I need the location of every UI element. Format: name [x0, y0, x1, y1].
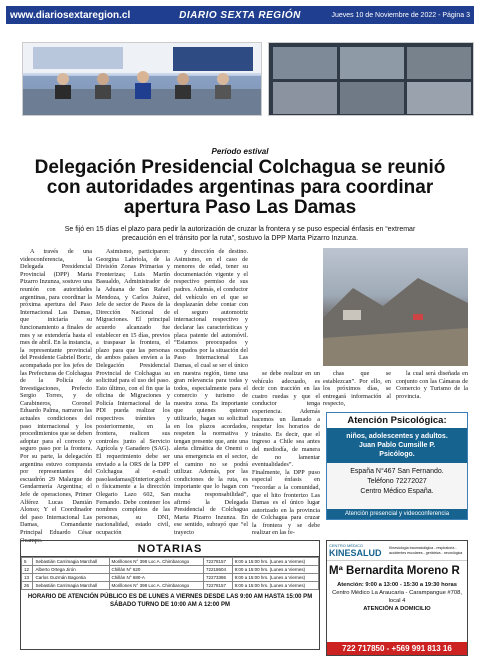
ad-info — [327, 463, 467, 497]
notarias-box — [20, 540, 320, 650]
ad-line: Juan Pablo Cumsille P. — [358, 442, 436, 449]
column-text: chas que se establezcan”. Por ello, en los próximos días, se entregará información al respecto, — [323, 370, 391, 408]
ad-footer: Atención presencial y videoconferencia — [327, 509, 467, 519]
logo-small: CENTRO MÉDICO — [329, 543, 363, 548]
table-cell: 12 — [22, 566, 33, 574]
ad-highlight — [327, 428, 467, 463]
table-cell: 9:00 a 15:00 hrs. (Lunes a Viernes) — [232, 566, 318, 574]
article-column-1 — [20, 248, 92, 544]
kinesalud-logo — [329, 543, 389, 558]
table-row — [22, 558, 319, 566]
videoconference-screen-photo — [268, 42, 474, 116]
ad-address: España N°467 San Fernando. — [350, 468, 444, 475]
table-row — [22, 574, 319, 582]
article-column-5 — [323, 370, 391, 410]
table-cell: 9:00 a 15:00 hrs. (Lunes a Viernes) — [232, 574, 318, 582]
article-column-2 — [96, 248, 171, 536]
article-column-6 — [396, 370, 468, 410]
column-text: Asimismo, participaron: Georgina Labriola, de la División Zonas Primarias y Fronterizas; Luis Martín Basualdo, Administrador de la Aduana de San Rafael Mendoza, y Carlos Juárez, Jefe de sector de Pasos de la Dirección Nacional de Migraciones. El principal acuerdo alcanzado fue establecer en 15 días, previos a traspasar la frontera, el plazo para que las personas de ambos países envíen a la Delegación Presidencial Provincial de Colchagua su solicitud para el uso del paso. Esto último, con el fin que la oficina de Migraciones y Policía Internacional de la PDI pueda realizar los respectivos trámites y posteriormente, en la frontera, realicen sus controles junto al Servicio Agrícola y Ganadero (SAG). El requerimiento debe ser enviado a la ORS de la DPP Colchagua al e-mail: pasolasdamas@interior.gob.cl o físicamente a la dirección Olegario Lazo 602, San Fernando. Debe contener los nombres completos de las personas, su DNI, nacionalidad, estado civil, ocupación — [96, 248, 171, 536]
meeting-photo — [22, 42, 262, 116]
ad-logo-row — [327, 541, 467, 561]
hours-line-1: HORARIO DE ATENCIÓN PÚBLICO ES DE LUNES A VIERNES DESDE LAS 9:00 AM HASTA 15:00 PM — [27, 594, 313, 600]
ad-center: Centro Médico España. — [360, 488, 434, 495]
table-cell: Morillones N° 398 Loc A. Chimbarongo — [109, 558, 203, 566]
ad-home-service: ATENCIÓN A DOMICILIO — [363, 606, 431, 612]
logo-text: KINESALUD — [329, 548, 382, 558]
table-cell: 72278157 — [204, 582, 233, 590]
ad-hours: Atención: 9:00 a 13:00 - 15:30 a 19:30 horas — [337, 582, 457, 588]
ad-phones: 722 717850 - +569 991 813 16 — [327, 642, 467, 655]
column-text: A través de una videoconferencia, la Delegada Presidencial Provincial (DPP) Marta Pizarro Inzunza, sostuvo una reunión con autoridades argentinas, para coordinar la próxima apertura del Paso Internacional Las Damas, que iniciaría su funcionamiento a finales de mes y se extendería hasta el mes de abril. En la instancia, la representante provincial del Presidente Gabriel Boric, acompañada por los jefes de las Prefecturas de Colchagua de la Policía de Investigaciones, Prefecto Sergio Torres, y de Carabineros, Coronel Eduardo Palma, narraron las actuales condiciones del paso internacional y los procedimientos que se deben adoptar para el correcto y seguro paso por la frontera. Por su parte, la delegación argentina estuvo compuesta por representantes del escuadrón 29 Malargue de Gendarmería Argentina; el Jefe de operaciones, Primer Alférez Lucas Damián Alonso; Y el Coordinador del paso Internacional Las Damas, Comandante Principal Eduardo César Ocampo. — [20, 248, 92, 544]
ad-line: Psicólogo. — [379, 451, 415, 458]
table-cell: Chillán N° 680-A — [109, 574, 203, 582]
border-pass-photo — [323, 248, 468, 366]
article-subhead: Se fijó en 15 días el plazo para pedir la autorización de cruzar la frontera y se puso especial énfasis en “extremar precaución en el tránsito por la ruta”, sostuvo la DPP Marta Pizarro Inzunza. — [64, 226, 416, 242]
notarias-hours — [21, 590, 319, 609]
newspaper-header — [6, 6, 474, 24]
table-cell: 72218604 — [204, 566, 233, 574]
table-cell: 9:00 a 15:00 hrs. (Lunes a Viernes) — [232, 558, 318, 566]
column-text: la cual será diseñada en conjunto con las Cámaras de Comercio y Turismo de la provincia. — [396, 370, 468, 400]
column-text: y dirección de destino. Asimismo, en el caso de menores de edad, tener su documentación vigente y el respectivo permiso de sus padres. Además, el conductor del vehículo en el que se desplazarán debe contar con el seguro automotriz internacional respectivo y declarar las características y placa patente del automóvil. “Estamos preocupados y ocupados por la situación del Paso Internacional Las Damas, el cual se ser el único en nuestra región, tiene una gran relevancia para todas y todos, especialmente para el comercio y turismo de nuestra zona. Es importante que quienes quieran utilizarlo, hagan su solicitud en los plazos acordados, respeten la normativa y tengan presente que, ante una alerta climática de Onemi o una emergencia en el sector, el camino no se podrá utilizar. Además, por las condiciones de la ruta, es importante que lo hagan con mucha responsabilidad”, afirmó la Delegada Presidencial de Colchagua Marta Pizarro Inzunza. En ese sentido, subrayó que “el trayecto — [174, 248, 248, 536]
table-cell: 26 — [22, 582, 33, 590]
issue-date: Jueves 10 de Noviembre de 2022 - Página 3 — [331, 11, 470, 19]
table-cell: Chillán N° 620 — [109, 566, 203, 574]
table-cell: Sebastián Carrimagia Marchall — [33, 558, 109, 566]
table-cell: 9:00 a 15:00 hrs. (Lunes a Viernes) — [232, 582, 318, 590]
doctor-name: Mª Bernardita Moreno R — [329, 565, 460, 577]
article-column-3 — [174, 248, 248, 536]
table-cell: 72278157 — [204, 558, 233, 566]
article-headline: Delegación Presidencial Colchagua se reunió con autoridades argentinas para coordinar apertura Paso Las Damas — [34, 157, 446, 218]
ad-title: Atención Psicológica: — [327, 413, 467, 428]
notarias-title: NOTARIAS — [21, 541, 319, 557]
table-cell: Morillones N° 398 Loc A. Chimbarongo — [109, 582, 203, 590]
article-kicker: Período estival — [211, 147, 269, 156]
ad-line: niños, adolescentes y adultos. — [346, 433, 448, 440]
table-cell: 5 — [22, 558, 33, 566]
ad-specialties: Kinesiología traumatológica - respiratoria - accidentes escolares - geriátrica - neurológica — [389, 546, 463, 555]
ad-phone: Teléfono 72272027 — [367, 478, 427, 485]
table-cell: 13 — [22, 574, 33, 582]
table-row — [22, 582, 319, 590]
article-column-4 — [252, 370, 320, 537]
psychology-ad — [326, 412, 468, 520]
kinesalud-ad — [326, 540, 468, 656]
table-cell: Carlos Guzmán Bagontia — [33, 574, 109, 582]
hours-line-2: SÁBADO TURNO DE 10:00 AM A 12:00 PM — [109, 602, 231, 608]
table-cell: Sebastián Carrimagia Marchall — [33, 582, 109, 590]
newspaper-name: DIARIO SEXTA REGIÓN — [179, 9, 301, 21]
table-row — [22, 566, 319, 574]
site-url[interactable]: www.diariosextaregion.cl — [10, 9, 131, 21]
ad-address: Centro Médico La Araucaria - Carampangue #708, local 4 — [332, 590, 462, 604]
column-text: se debe realizar en un vehículo adecuado, es decir con tracción en las cuatro ruedas y que el conductor tenga experiencia. Además hacemos un llamado a respetar los horarios de tránsito. Es decir, que el ingreso a Chile sea antes del mediodía, de manera de no lamentar eventualidades”. Finalmente, la DPP puso especial énfasis en “recordar a la comunidad, que el hito fronterizo Las Damas es el único lugar autorizado en la provincia de Colchagua para cruzar la frontera y se debe realizar en las fe- — [252, 370, 320, 537]
table-cell: 72273386 — [204, 574, 233, 582]
table-cell: Alberto Ortega Jirón — [33, 566, 109, 574]
notarias-table — [21, 557, 319, 590]
